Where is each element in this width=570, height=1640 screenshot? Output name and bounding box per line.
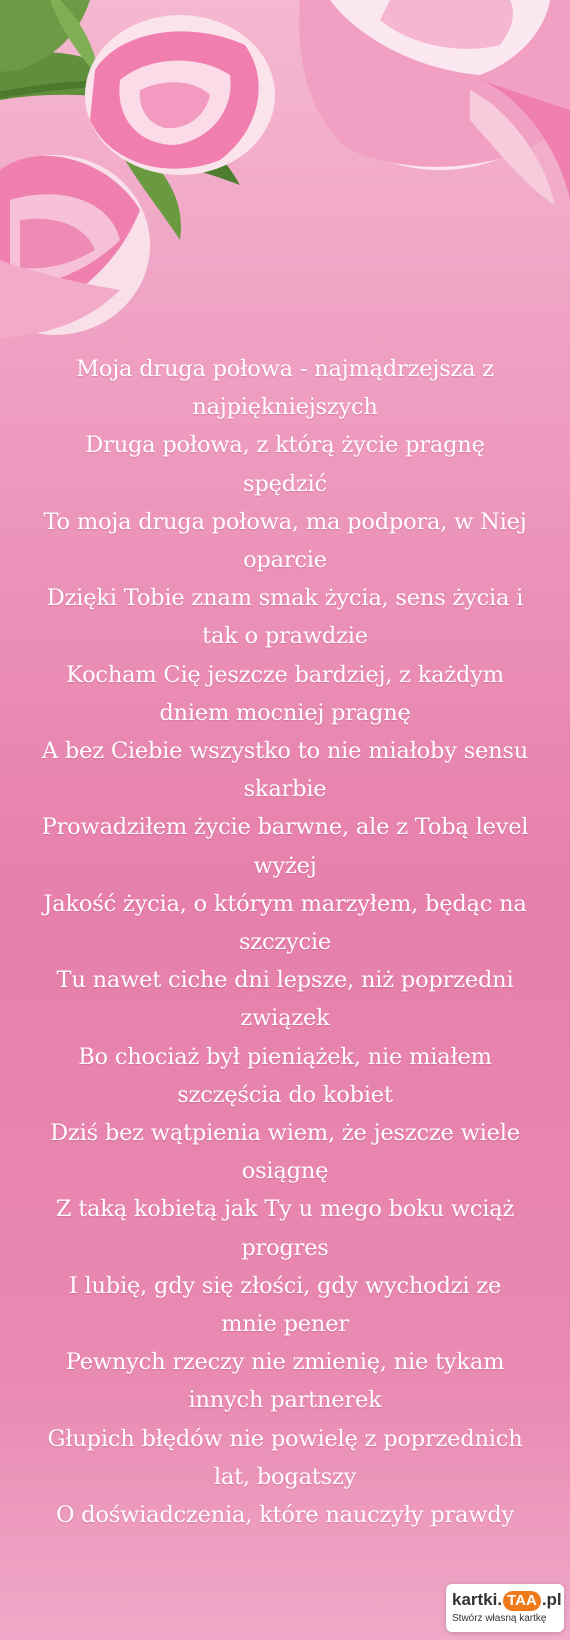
roses-illustration [0,0,570,340]
logo-wordmark [452,1588,562,1612]
poem-line: A bez Ciebie wszystko to nie miałoby sensu [41,738,529,765]
poem-line: To moja druga połowa, ma podpora, w Niej [43,508,527,535]
logo-part-3: .pl [541,1590,562,1609]
logo-part-2: TAA [503,1591,541,1611]
poem-line: I lubię, gdy się złości, gdy wychodzi ze [68,1272,502,1299]
poem-line: oparcie [243,547,327,574]
poem-line: dniem mocniej pragnę [159,699,411,726]
poem-line: tak o prawdzie [202,623,368,650]
logo-tagline: Stwórz własną kartkę [452,1613,547,1624]
poem-line: Dzięki Tobie znam smak życia, sens życia i [46,585,524,612]
poem-text [40,350,530,1534]
poem-line: Prowadziłem życie barwne, ale z Tobą level [41,814,529,841]
poem-line: Bo chociaż był pieniążek, nie miałem [78,1043,492,1070]
poem-line: Pewnych rzeczy nie zmienię, nie tykam [65,1349,505,1376]
poem-line: mnie pener [221,1311,349,1338]
poem-line: związek [240,1005,330,1032]
poem-line: wyżej [253,852,317,879]
poem-line: Dziś bez wątpienia wiem, że jeszcze wiele [50,1120,520,1147]
poem-line: skarbie [243,776,327,803]
poem-line: Głupich błędów nie powielę z poprzednich [47,1425,523,1452]
kartki-logo[interactable] [446,1584,564,1632]
poem-line: Druga połowa, z którą życie pragnę spędzić [85,432,485,497]
poem-line: Moja druga połowa - najmądrzejsza z [76,356,494,382]
poem-line: osiągnę [241,1158,329,1185]
poem-line: innych partnerek [188,1387,382,1414]
poem-line: lat, bogatszy [213,1463,357,1490]
poem-line: szczęścia do kobiet [177,1081,393,1108]
poem-line: Z taką kobietą jak Ty u mego boku wciąż [55,1196,515,1223]
poem-line: progres [241,1234,329,1261]
poem-line: szczycie [238,929,332,956]
poem-line: najpiękniejszych [192,394,378,421]
poem-line: O doświadczenia, które nauczyły prawdy [55,1502,515,1529]
poem-line: Kocham Cię jeszcze bardziej, z każdym [66,661,504,688]
logo-part-1: kartki. [452,1590,503,1609]
poem-line: Jakość życia, o którym marzyłem, będąc na [43,890,527,917]
poem-line: Tu nawet ciche dni lepsze, niż poprzedni [56,967,514,994]
